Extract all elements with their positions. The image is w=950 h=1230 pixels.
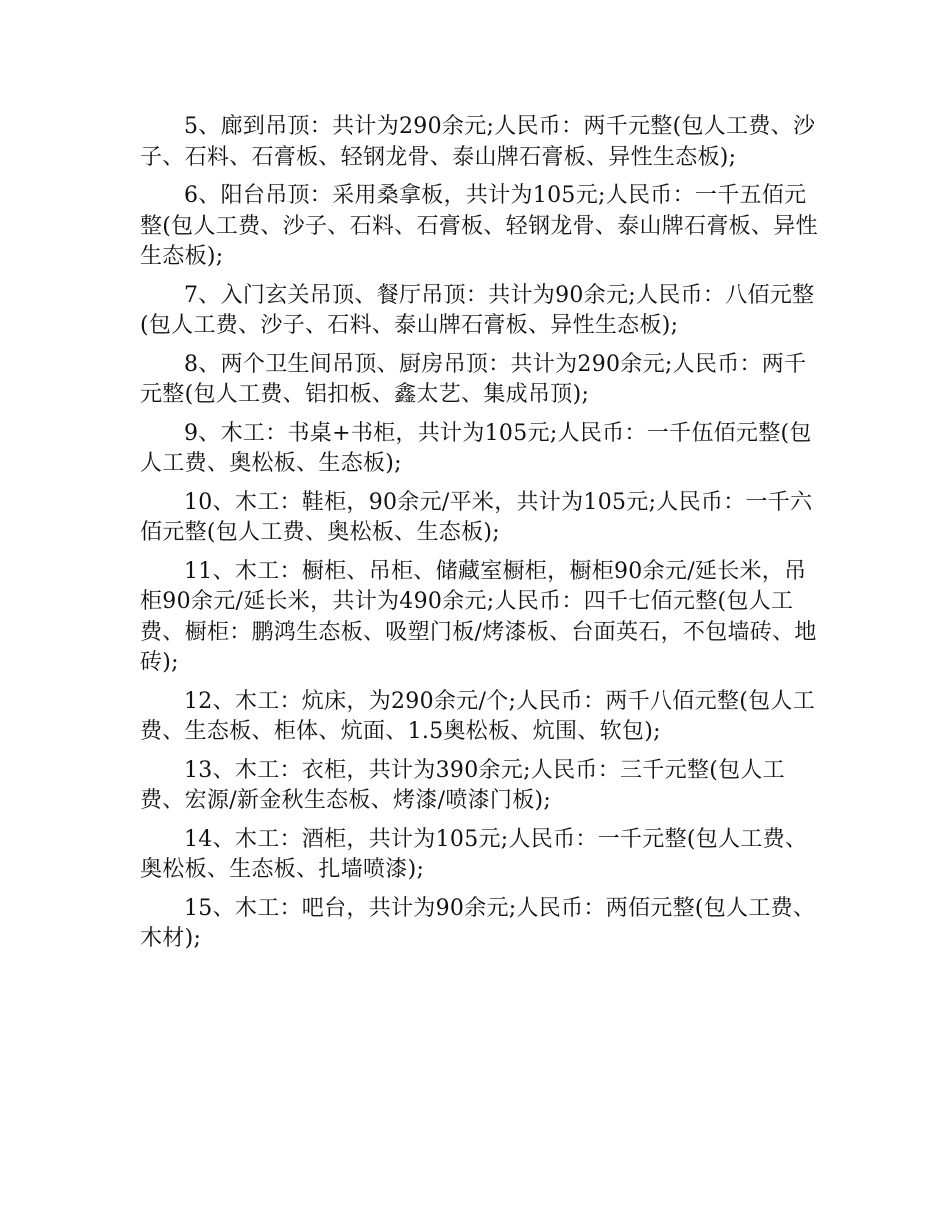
paragraph-item-9: 9、木工：书桌+书柜，共计为105元;人民币：一千伍佰元整(包人工费、奥松板、生态板); bbox=[140, 420, 812, 476]
paragraph-item-5: 5、廊到吊顶：共计为290余元;人民币：两千元整(包人工费、沙子、石料、石膏板、轻钢龙骨、泰山牌石膏板、异性生态板); bbox=[140, 114, 816, 170]
paragraph-item-12: 12、木工：炕床，为290余元/个;人民币：两千八佰元整(包人工费、生态板、柜体、炕面、1.5奥松板、炕围、软包); bbox=[140, 688, 815, 744]
paragraph-item-7: 7、入门玄关吊顶、餐厅吊顶：共计为90余元;人民币：八佰元整(包人工费、沙子、石料、泰山牌石膏板、异性生态板); bbox=[140, 282, 815, 338]
document-body bbox=[140, 112, 820, 963]
paragraph-item-10: 10、木工：鞋柜，90余元/平米，共计为105元;人民币：一千六佰元整(包人工费、奥松板、生态板); bbox=[140, 489, 813, 545]
paragraph-item-13: 13、木工：衣柜，共计为390余元;人民币：三千元整(包人工费、宏源/新金秋生态板、烤漆/喷漆门板); bbox=[140, 757, 785, 813]
paragraph-item-14: 14、木工：酒柜，共计为105元;人民币：一千元整(包人工费、奥松板、生态板、扎墙喷漆); bbox=[140, 826, 808, 882]
paragraph-item-8: 8、两个卫生间吊顶、厨房吊顶：共计为290余元;人民币：两千元整(包人工费、铝扣板、鑫太艺、集成吊顶); bbox=[140, 351, 807, 407]
paragraph-item-15: 15、木工：吧台，共计为90余元;人民币：两佰元整(包人工费、木材); bbox=[140, 895, 816, 951]
paragraph-item-11: 11、木工：橱柜、吊柜、储藏室橱柜，橱柜90余元/延长米，吊柜90余元/延长米，共计为490余元;人民币：四千七佰元整(包人工费、橱柜：鹏鸿生态板、吸塑门板/烤漆板、台面英石，不包墙砖、地砖); bbox=[140, 558, 817, 675]
paragraph-item-6: 6、阳台吊顶：采用桑拿板，共计为105元;人民币：一千五佰元整(包人工费、沙子、石料、石膏板、轻钢龙骨、泰山牌石膏板、异性生态板); bbox=[140, 183, 818, 269]
